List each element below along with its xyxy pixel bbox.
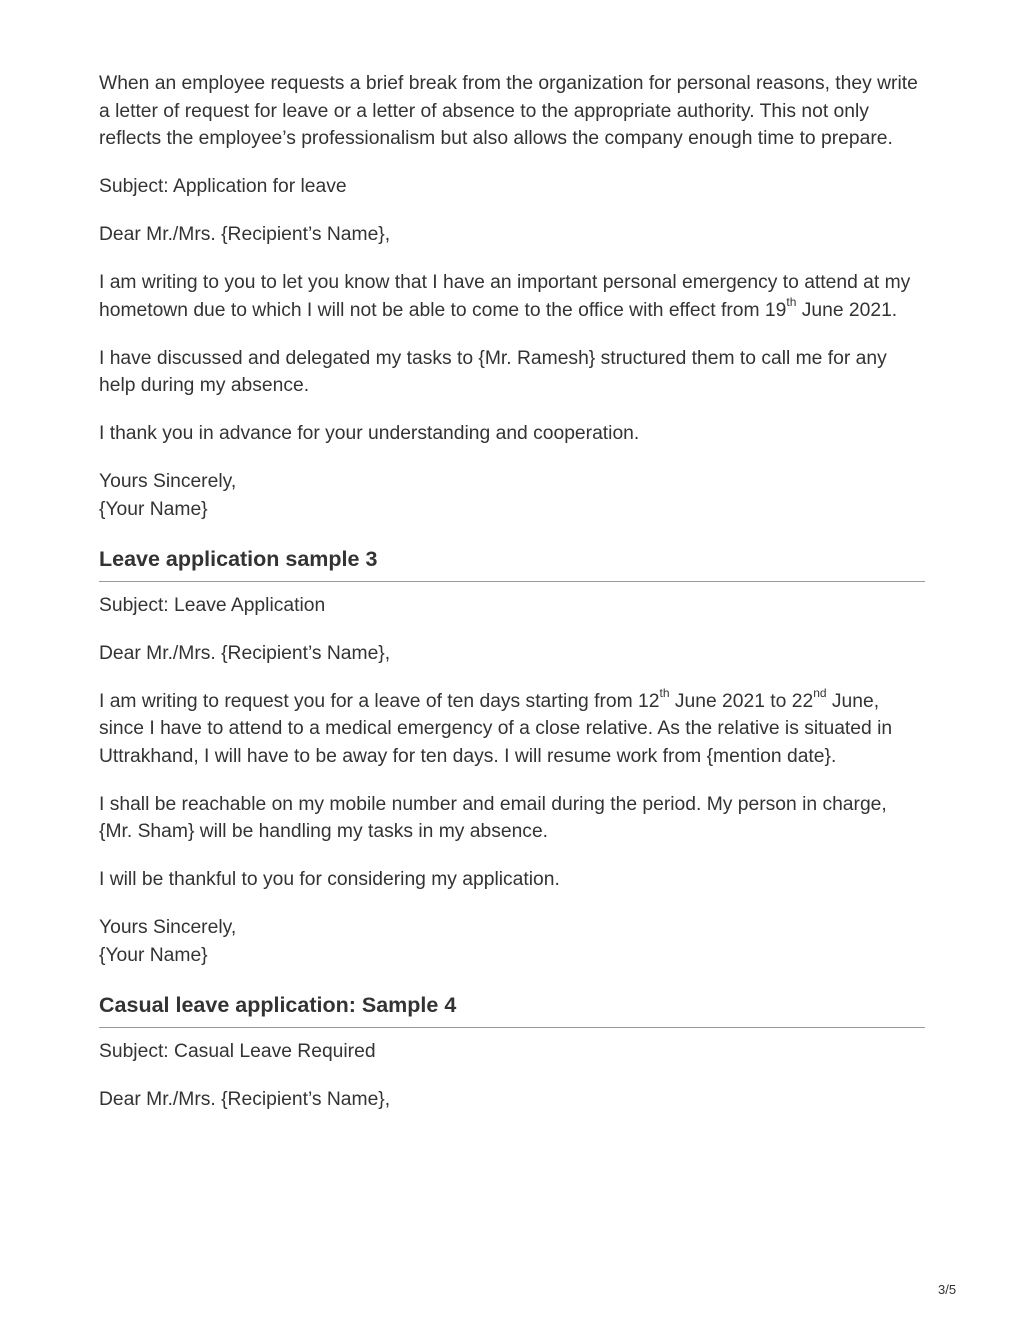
page-number: 3/5 (938, 1282, 957, 1297)
sample2-body-1-text-end: June 2021. (796, 299, 898, 321)
sample3-body-1 (99, 688, 925, 771)
sample2-greeting: Dear Mr./Mrs. {Recipient’s Name}, (99, 224, 391, 245)
sample4-greeting: Dear Mr./Mrs. {Recipient’s Name}, (99, 1088, 391, 1110)
sample2-signoff (99, 468, 925, 523)
sample2-closing: Yours Sincerely, (99, 471, 237, 492)
document-content (99, 70, 925, 1134)
sample3-subject: Subject: Leave Application (99, 594, 326, 616)
sample4-heading: Casual leave application: Sample 4 (99, 990, 925, 1028)
sample2-signature: {Your Name} (99, 498, 208, 520)
sample2-body-3: I thank you in advance for your understanding and cooperation. (99, 423, 640, 444)
sample2-body-1-text: I am writing to you to let you know that I have an important personal emergency to attend at my hometown due to which I will not be able to come to the office with effect from 19 (99, 272, 911, 321)
sample2-body-1-superscript: th (786, 295, 797, 310)
sample2-body-1 (99, 269, 925, 324)
sample3-body-1-superscript-2: nd (813, 686, 827, 701)
intro-paragraph: When an employee requests a brief break from the organization for personal reasons, they write a letter of request for leave or a letter of absence to the appropriate authority. This not only reflects the employee’s professionalism but also allows the company enough time to prepare. (99, 73, 918, 149)
sample3-signoff (99, 914, 925, 969)
sample3-greeting: Dear Mr./Mrs. {Recipient’s Name}, (99, 642, 391, 664)
sample3-body-3: I will be thankful to you for considering my application. (99, 869, 560, 890)
sample4-subject: Subject: Casual Leave Required (99, 1040, 376, 1062)
sample2-body-2: I have discussed and delegated my tasks to {Mr. Ramesh} structured them to call me for any help during my absence. (99, 347, 887, 396)
sample3-heading: Leave application sample 3 (99, 544, 925, 582)
sample3-body-1-text-b: June 2021 to 22 (669, 690, 814, 712)
sample3-body-1-superscript-1: th (659, 686, 670, 701)
sample3-closing: Yours Sincerely, (99, 917, 237, 938)
sample3-body-1-text-c: June, since I have to attend to a medical emergency of a close relative. As the relative is situated in Uttrakhand, I will have to be away for ten days. I will resume work from {mention date}. (99, 690, 893, 767)
sample2-subject: Subject: Application for leave (99, 176, 347, 197)
sample3-signature: {Your Name} (99, 944, 208, 966)
sample3-body-2: I shall be reachable on my mobile number and email during the period. My person in charge, {Mr. Sham} will be handling my tasks in my absence. (99, 793, 887, 842)
sample3-body-1-text-a: I am writing to request you for a leave of ten days starting from 12 (99, 690, 660, 712)
